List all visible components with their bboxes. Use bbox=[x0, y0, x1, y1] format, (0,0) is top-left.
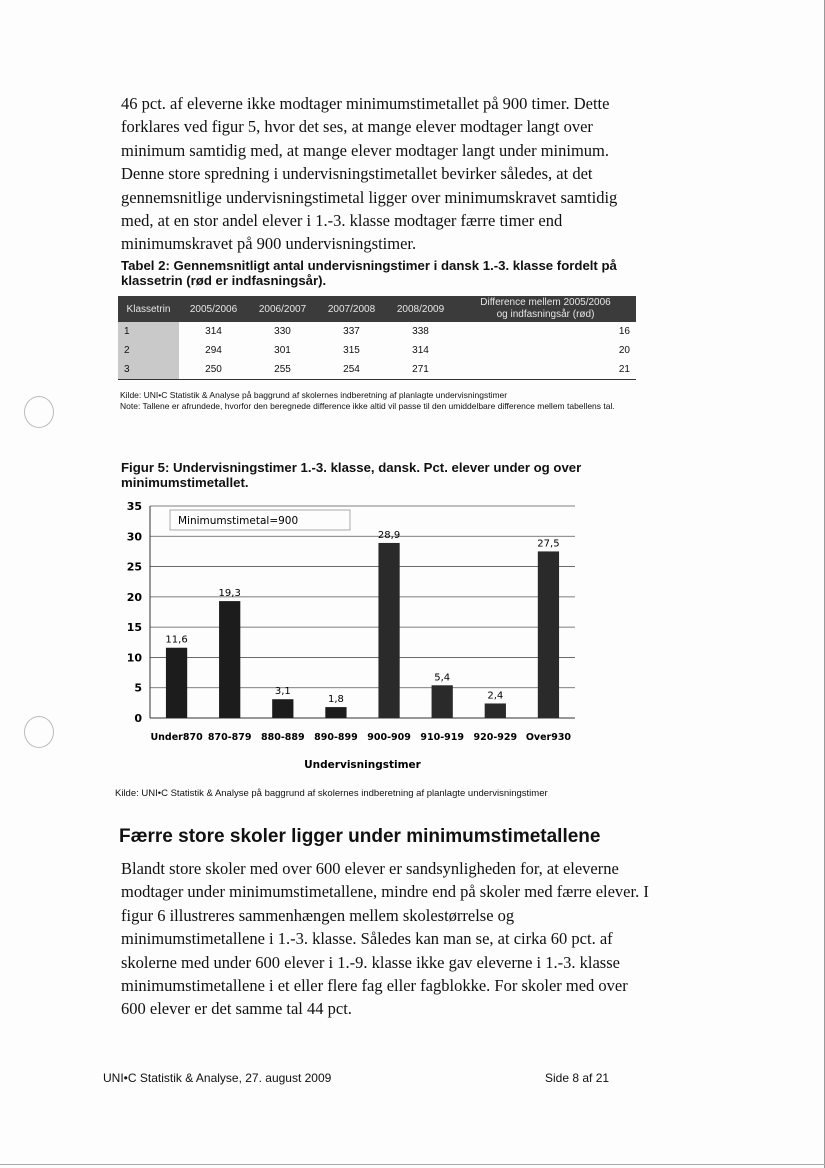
table-row bbox=[118, 322, 636, 341]
bar bbox=[538, 551, 559, 718]
table-cell-difference: 16 bbox=[618, 326, 630, 337]
y-tick-label: 20 bbox=[126, 590, 142, 604]
x-tick-label: Over930 bbox=[525, 732, 572, 743]
y-tick-label: 15 bbox=[126, 621, 142, 635]
figure-source: Kilde: UNI•C Statistik & Analyse på baggrund af skolernes indberetning af planlagte undervisningstimer bbox=[115, 788, 548, 799]
header-2007-2008: 2007/2008 bbox=[317, 296, 386, 322]
data-label: 2,4 bbox=[487, 690, 504, 702]
y-tick-label: 25 bbox=[126, 560, 142, 574]
x-tick-label: 920-929 bbox=[473, 732, 518, 743]
table-cell: 301 bbox=[274, 345, 291, 356]
bar bbox=[485, 703, 506, 718]
y-tick-label: 5 bbox=[134, 681, 142, 695]
table-cell: 294 bbox=[205, 345, 222, 356]
y-tick-label: 35 bbox=[126, 500, 142, 513]
annotation-text: Minimumstimetal=900 bbox=[178, 515, 299, 527]
bar bbox=[432, 685, 453, 718]
table-note: Note: Tallene er afrundede, hvorfor den beregnede difference ikke altid vil passe til den umiddelbare difference mellem tabellens tal. bbox=[120, 401, 615, 411]
data-label: 1,8 bbox=[327, 694, 344, 706]
table-cell: 255 bbox=[248, 360, 317, 380]
y-tick-label: 0 bbox=[134, 712, 142, 725]
x-tick-label: Under870 bbox=[150, 732, 203, 743]
table-cell: 337 bbox=[343, 326, 360, 337]
x-axis-title: Undervisningstimer bbox=[304, 759, 421, 771]
y-tick-label: 10 bbox=[126, 651, 142, 665]
punch-hole-upper bbox=[24, 396, 54, 428]
y-tick-label: 30 bbox=[126, 530, 142, 544]
intro-paragraph: 46 pct. af eleverne ikke modtager minimumstimetallet på 900 timer. Dette forklares ved figur 5, hvor det ses, at mange elever modtager langt over minimum samtidig med, at mange elever modtager langt under minimum. Denne store spredning i undervisningstimetallet bevirker således, at det gennemsnitlige undervisningstimetal ligger over minimumskravet samtidig med, at en stor andel elever i 1.-3. klasse modtager færre timer end minimumskravet på 900 undervisningstimer. bbox=[121, 94, 618, 254]
x-tick-label: 900-909 bbox=[367, 732, 411, 743]
data-label: 27,5 bbox=[537, 538, 560, 550]
x-tick-label: 890-899 bbox=[314, 732, 358, 743]
table-source: Kilde: UNI•C Statistik & Analyse på baggrund af skolernes indberetning af planlagte undervisningstimer bbox=[120, 390, 508, 400]
x-tick-label: 870-879 bbox=[207, 732, 252, 743]
data-label: 28,9 bbox=[377, 529, 401, 541]
table-cell-difference: 21 bbox=[455, 360, 636, 380]
header-2006-2007: 2006/2007 bbox=[248, 296, 317, 322]
table-cell: 271 bbox=[386, 360, 455, 380]
data-label: 3,1 bbox=[274, 686, 291, 698]
table-cell: 314 bbox=[205, 326, 222, 337]
scan-edge-bottom bbox=[0, 1164, 825, 1165]
figure-caption: Figur 5: Undervisningstimer 1.-3. klasse, dansk. Pct. elever under og over minimumstimetallet. bbox=[121, 460, 582, 490]
table-cell-difference: 20 bbox=[618, 345, 630, 356]
table-cell: 338 bbox=[412, 326, 429, 337]
header-difference bbox=[455, 296, 636, 322]
table-cell: 254 bbox=[317, 360, 386, 380]
bar bbox=[166, 648, 187, 718]
x-tick-label: 880-889 bbox=[261, 732, 305, 743]
header-klassetrin: Klassetrin bbox=[118, 296, 179, 322]
table-caption: Tabel 2: Gennemsnitligt antal undervisningstimer i dansk 1.-3. klasse fordelt på klassetrin (rød er indfasningsår). bbox=[121, 258, 617, 288]
bar-chart bbox=[120, 492, 590, 777]
punch-hole-lower bbox=[24, 716, 54, 748]
row-klassetrin: 3 bbox=[118, 360, 179, 380]
table-header-row bbox=[118, 296, 636, 322]
data-label: 19,3 bbox=[218, 588, 241, 600]
footer-page-number: Side 8 af 21 bbox=[545, 1071, 610, 1085]
x-tick-label: 910-919 bbox=[420, 732, 464, 743]
row-klassetrin: 2 bbox=[118, 341, 179, 360]
bar bbox=[325, 707, 346, 718]
hours-table bbox=[118, 296, 636, 380]
table-cell: 330 bbox=[274, 326, 291, 337]
bar bbox=[272, 699, 293, 718]
bar bbox=[378, 543, 399, 718]
table-row bbox=[118, 360, 636, 380]
data-label: 5,4 bbox=[434, 672, 451, 684]
header-2008-2009: 2008/2009 bbox=[386, 296, 455, 322]
bar bbox=[219, 601, 240, 718]
header-2005-2006: 2005/2006 bbox=[179, 296, 248, 322]
table-cell: 250 bbox=[179, 360, 248, 380]
data-label: 11,6 bbox=[165, 634, 188, 646]
section-heading: Færre store skoler ligger under minimumstimetallene bbox=[119, 826, 601, 847]
table-cell: 315 bbox=[343, 345, 360, 356]
footer-left: UNI•C Statistik & Analyse, 27. august 2009 bbox=[103, 1071, 332, 1085]
header-difference-line2: og indfasningsår (rød) bbox=[496, 309, 595, 320]
section-paragraph: Blandt store skoler med over 600 elever er sandsynligheden for, at eleverne modtager under minimumstimetallene, mindre end på skoler med færre elever. I figur 6 illustreres sammenhængen mellem skolestørrelse og minimumstimetallene i 1.-3. klasse. Således kan man se, at cirka 60 pct. af skolerne med under 600 elever i 1.-9. klasse ikke gav eleverne i 1.-3. klasse minimumstimetallene i et eller flere fag eller fagblokke. For skoler med over 600 elever er det samme tal 44 pct. bbox=[121, 859, 649, 1019]
header-difference-line1: Difference mellem 2005/2006 bbox=[480, 297, 611, 308]
table-cell: 314 bbox=[412, 345, 429, 356]
row-klassetrin: 1 bbox=[118, 322, 179, 341]
table-row bbox=[118, 341, 636, 360]
